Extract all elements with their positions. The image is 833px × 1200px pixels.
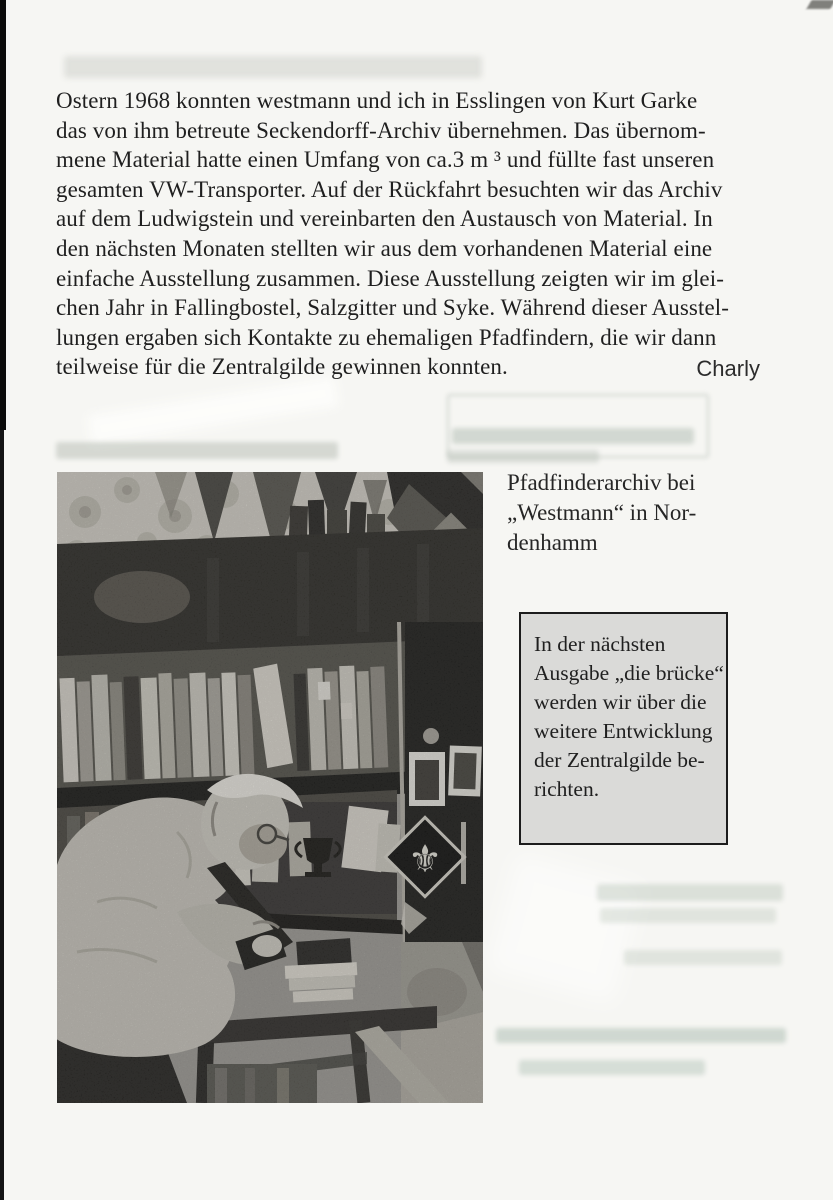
article-text [56,86,768,382]
archive-photo-image [57,472,483,1103]
bleedthrough-shape [487,853,644,1003]
announcement-line: richten. [534,777,600,801]
caption-line: Pfadfinderarchiv bei [507,470,696,495]
article-line: chen Jahr in Fallingbostel, Salzgitter und Syke. Während dieser Ausstel- [56,295,729,321]
article-line: den nächsten Monaten stellten wir aus dem vorhandenen Material eine [56,235,713,261]
author-signature: Charly [696,356,760,381]
scan-edge-shadow-top [0,0,6,430]
article-line: lungen ergaben sich Kontakte zu ehemaligen Pfadfindern, die wir dann [56,324,717,350]
caption-line: denhamm [507,529,598,555]
photo-caption [507,468,757,557]
article-line: das von ihm betreute Seckendorff-Archiv übernehmen. Das übernom- [56,117,706,143]
bleedthrough-frame [447,394,709,458]
announcement-box [519,612,728,845]
bleedthrough-line [624,950,782,965]
caption-line: „Westmann“ in Nor- [507,499,697,525]
scan-artifact [806,0,833,9]
announcement-line: der Zentralgilde be- [534,748,705,772]
announcement-line: Ausgabe „die brücke“ [534,661,724,685]
article-line: einfache Ausstellung zusammen. Diese Ausstellung zeigten wir im glei- [56,265,724,291]
halftone-grain-light [57,472,483,1103]
bleedthrough-line [496,1028,786,1043]
article-line: mene Material hatte einen Umfang von ca.3 m ³ und füllte fast unseren [56,147,715,173]
bleedthrough-line [519,1060,705,1075]
bleedthrough-line [452,428,694,444]
article-line: Ostern 1968 konnten westmann und ich in Esslingen von Kurt Garke [56,88,698,113]
bleedthrough-band [64,56,482,78]
article-line: auf dem Ludwigstein und vereinbarten den Austausch von Material. In [56,206,713,232]
announcement-line: weitere Entwicklung [534,719,713,743]
article-line: teilweise für die Zentralgilde gewinnen konnten. [56,354,508,380]
bleedthrough-line [56,442,338,459]
archive-photo [57,472,483,1103]
bleedthrough-line [600,908,776,923]
announcement-line: In der nächsten [534,632,666,656]
fleur-de-lis-icon: ⚜ [407,839,443,881]
announcement-line: werden wir über die [534,690,707,714]
bleedthrough-wedge [87,377,339,446]
bleedthrough-line [447,450,599,463]
article-line: gesamten VW-Transporter. Auf der Rückfahrt besuchten wir das Archiv [56,176,723,202]
bleedthrough-line [597,884,783,901]
